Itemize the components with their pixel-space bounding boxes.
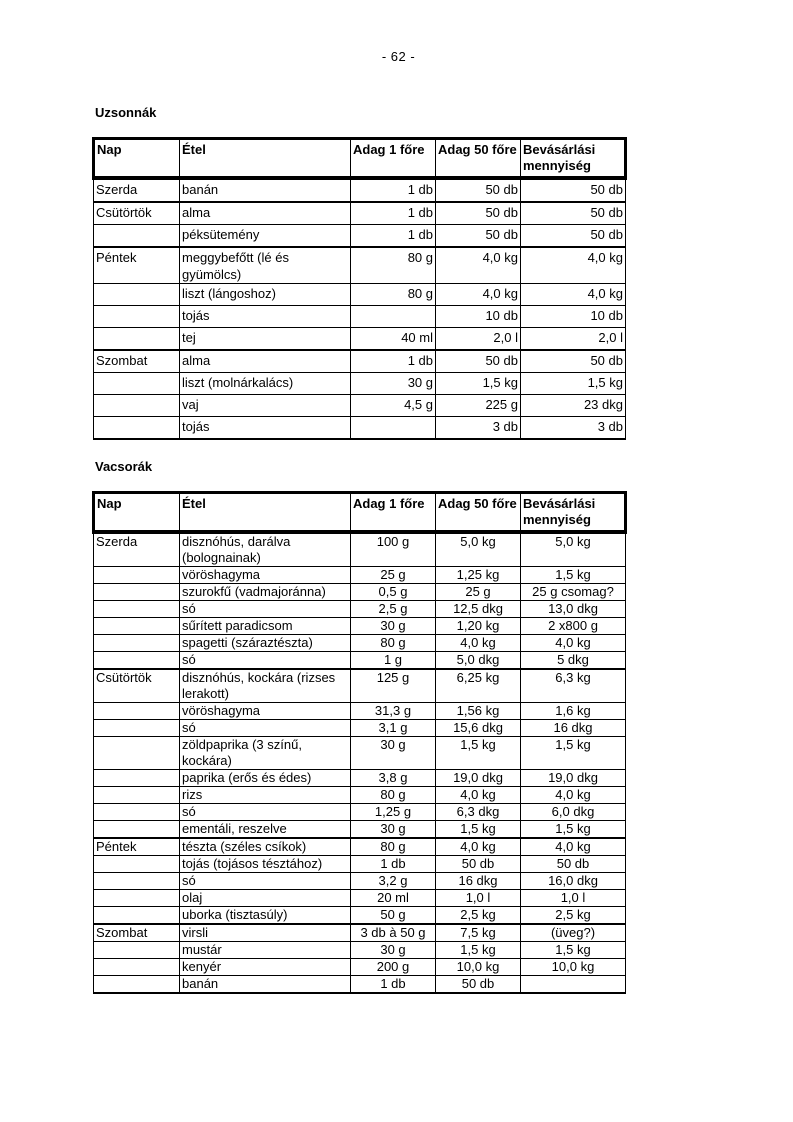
cell-portion-50: 1,20 kg <box>436 618 521 635</box>
table-row <box>94 567 626 584</box>
cell-shopping-qty: 50 db <box>521 350 626 373</box>
cell-portion-50: 4,0 kg <box>436 838 521 856</box>
cell-day <box>94 942 180 959</box>
cell-day: Szombat <box>94 350 180 373</box>
cell-portion-1: 25 g <box>351 567 436 584</box>
cell-portion-1: 125 g <box>351 669 436 703</box>
table-row <box>94 821 626 839</box>
table-row <box>94 601 626 618</box>
cell-portion-1: 40 ml <box>351 328 436 351</box>
cell-shopping-qty: 5 dkg <box>521 652 626 670</box>
header-portion-1: Adag 1 főre <box>351 139 436 179</box>
cell-food: szurokfű (vadmajoránna) <box>180 584 351 601</box>
cell-portion-1 <box>351 306 436 328</box>
cell-portion-50: 50 db <box>436 225 521 248</box>
cell-day <box>94 652 180 670</box>
cell-food: tészta (széles csíkok) <box>180 838 351 856</box>
cell-portion-1: 3,1 g <box>351 720 436 737</box>
cell-shopping-qty: 10 db <box>521 306 626 328</box>
cell-day: Péntek <box>94 247 180 284</box>
cell-day <box>94 804 180 821</box>
cell-day <box>94 417 180 440</box>
header-shopping-qty: Bevásárlási mennyiség <box>521 493 626 533</box>
cell-portion-1: 1 db <box>351 856 436 873</box>
cell-food: disznóhús, darálva (bolognainak) <box>180 532 351 567</box>
cell-portion-50: 1,5 kg <box>436 821 521 839</box>
cell-portion-50: 1,0 l <box>436 890 521 907</box>
cell-portion-1: 3,2 g <box>351 873 436 890</box>
cell-portion-1: 1 db <box>351 976 436 994</box>
cell-shopping-qty: 3 db <box>521 417 626 440</box>
cell-portion-50: 1,25 kg <box>436 567 521 584</box>
cell-day <box>94 720 180 737</box>
cell-portion-50: 7,5 kg <box>436 924 521 942</box>
cell-portion-50: 2,0 l <box>436 328 521 351</box>
cell-day <box>94 821 180 839</box>
dinners-table <box>92 491 627 994</box>
cell-food: paprika (erős és édes) <box>180 770 351 787</box>
cell-food: tojás (tojásos tésztához) <box>180 856 351 873</box>
table-row <box>94 838 626 856</box>
cell-portion-50: 50 db <box>436 976 521 994</box>
cell-portion-1: 30 g <box>351 618 436 635</box>
cell-portion-50: 50 db <box>436 178 521 202</box>
cell-food: tojás <box>180 417 351 440</box>
cell-portion-1: 1 db <box>351 225 436 248</box>
cell-portion-50: 25 g <box>436 584 521 601</box>
cell-food: alma <box>180 350 351 373</box>
cell-portion-50: 1,5 kg <box>436 942 521 959</box>
cell-portion-50: 19,0 dkg <box>436 770 521 787</box>
cell-shopping-qty: 1,0 l <box>521 890 626 907</box>
header-day: Nap <box>94 139 180 179</box>
table-row <box>94 247 626 284</box>
header-food: Étel <box>180 139 351 179</box>
cell-day: Szerda <box>94 178 180 202</box>
cell-food: banán <box>180 976 351 994</box>
cell-day: Csütörtök <box>94 669 180 703</box>
table-row <box>94 178 626 202</box>
cell-portion-50: 4,0 kg <box>436 787 521 804</box>
header-food: Étel <box>180 493 351 533</box>
cell-portion-50: 6,3 dkg <box>436 804 521 821</box>
cell-day <box>94 873 180 890</box>
cell-shopping-qty: 5,0 kg <box>521 532 626 567</box>
table-row <box>94 584 626 601</box>
cell-portion-1: 200 g <box>351 959 436 976</box>
cell-portion-1: 2,5 g <box>351 601 436 618</box>
cell-shopping-qty: 6,0 dkg <box>521 804 626 821</box>
cell-food: vöröshagyma <box>180 567 351 584</box>
table-row <box>94 669 626 703</box>
table-row <box>94 804 626 821</box>
cell-shopping-qty: 25 g csomag? <box>521 584 626 601</box>
cell-food: uborka (tisztasúly) <box>180 907 351 925</box>
table-row <box>94 328 626 351</box>
cell-portion-50: 5,0 dkg <box>436 652 521 670</box>
cell-food: olaj <box>180 890 351 907</box>
cell-shopping-qty: 13,0 dkg <box>521 601 626 618</box>
table-row <box>94 924 626 942</box>
cell-food: meggybefőtt (lé és gyümölcs) <box>180 247 351 284</box>
table-row <box>94 225 626 248</box>
cell-portion-1: 1 db <box>351 350 436 373</box>
cell-day <box>94 703 180 720</box>
cell-portion-1: 30 g <box>351 373 436 395</box>
cell-day <box>94 284 180 306</box>
cell-day: Csütörtök <box>94 202 180 225</box>
table-row <box>94 373 626 395</box>
cell-portion-1: 4,5 g <box>351 395 436 417</box>
cell-portion-1: 20 ml <box>351 890 436 907</box>
cell-shopping-qty: 4,0 kg <box>521 284 626 306</box>
table-header-row <box>94 493 626 533</box>
cell-shopping-qty: 1,5 kg <box>521 942 626 959</box>
table-row <box>94 787 626 804</box>
cell-portion-50: 10 db <box>436 306 521 328</box>
cell-shopping-qty: 1,5 kg <box>521 567 626 584</box>
header-portion-50: Adag 50 főre <box>436 139 521 179</box>
cell-food: péksütemény <box>180 225 351 248</box>
table-row <box>94 350 626 373</box>
cell-shopping-qty: 50 db <box>521 856 626 873</box>
cell-food: só <box>180 601 351 618</box>
table-row <box>94 976 626 994</box>
cell-shopping-qty: 23 dkg <box>521 395 626 417</box>
cell-portion-50: 16 dkg <box>436 873 521 890</box>
cell-food: disznóhús, kockára (rizses lerakott) <box>180 669 351 703</box>
header-portion-1: Adag 1 főre <box>351 493 436 533</box>
cell-day <box>94 601 180 618</box>
table-row <box>94 417 626 440</box>
cell-portion-1: 80 g <box>351 247 436 284</box>
cell-food: banán <box>180 178 351 202</box>
cell-food: liszt (molnárkalács) <box>180 373 351 395</box>
cell-shopping-qty: 1,5 kg <box>521 821 626 839</box>
cell-food: sűrített paradicsom <box>180 618 351 635</box>
table-row <box>94 635 626 652</box>
cell-food: liszt (lángoshoz) <box>180 284 351 306</box>
cell-portion-50: 12,5 dkg <box>436 601 521 618</box>
cell-portion-1: 1 db <box>351 202 436 225</box>
cell-food: vaj <box>180 395 351 417</box>
cell-portion-1: 30 g <box>351 942 436 959</box>
cell-food: só <box>180 720 351 737</box>
header-day: Nap <box>94 493 180 533</box>
cell-portion-1: 100 g <box>351 532 436 567</box>
cell-food: kenyér <box>180 959 351 976</box>
cell-portion-50: 5,0 kg <box>436 532 521 567</box>
cell-shopping-qty: 50 db <box>521 202 626 225</box>
cell-portion-1: 1 g <box>351 652 436 670</box>
cell-portion-1: 3 db à 50 g <box>351 924 436 942</box>
table-row <box>94 306 626 328</box>
cell-portion-50: 4,0 kg <box>436 247 521 284</box>
cell-day <box>94 373 180 395</box>
page-number-text: - 62 - <box>381 49 416 64</box>
cell-shopping-qty: 1,5 kg <box>521 373 626 395</box>
cell-food: rizs <box>180 787 351 804</box>
table-row <box>94 703 626 720</box>
cell-food: tej <box>180 328 351 351</box>
table-row <box>94 942 626 959</box>
cell-shopping-qty: 4,0 kg <box>521 787 626 804</box>
cell-portion-1: 80 g <box>351 838 436 856</box>
cell-portion-1: 0,5 g <box>351 584 436 601</box>
cell-shopping-qty: 1,5 kg <box>521 737 626 770</box>
cell-day <box>94 890 180 907</box>
cell-day <box>94 618 180 635</box>
table-row <box>94 770 626 787</box>
cell-portion-50: 50 db <box>436 856 521 873</box>
table-row <box>94 890 626 907</box>
cell-shopping-qty: 16,0 dkg <box>521 873 626 890</box>
cell-portion-50: 2,5 kg <box>436 907 521 925</box>
cell-day <box>94 856 180 873</box>
cell-portion-50: 10,0 kg <box>436 959 521 976</box>
cell-day <box>94 737 180 770</box>
page-number <box>0 49 793 64</box>
cell-shopping-qty: 50 db <box>521 225 626 248</box>
table-row <box>94 737 626 770</box>
cell-day <box>94 635 180 652</box>
cell-food: spagetti (száraztészta) <box>180 635 351 652</box>
cell-shopping-qty: 10,0 kg <box>521 959 626 976</box>
cell-food: vöröshagyma <box>180 703 351 720</box>
cell-day <box>94 328 180 351</box>
cell-food: ementáli, reszelve <box>180 821 351 839</box>
cell-food: só <box>180 804 351 821</box>
cell-shopping-qty: 1,6 kg <box>521 703 626 720</box>
cell-portion-1: 80 g <box>351 787 436 804</box>
table-row <box>94 873 626 890</box>
cell-shopping-qty: 19,0 dkg <box>521 770 626 787</box>
cell-food: alma <box>180 202 351 225</box>
cell-portion-50: 6,25 kg <box>436 669 521 703</box>
cell-day <box>94 770 180 787</box>
cell-day <box>94 306 180 328</box>
snacks-table <box>92 137 627 440</box>
cell-shopping-qty: 2 x800 g <box>521 618 626 635</box>
cell-food: mustár <box>180 942 351 959</box>
cell-portion-1: 50 g <box>351 907 436 925</box>
table-row <box>94 532 626 567</box>
cell-shopping-qty: 16 dkg <box>521 720 626 737</box>
table-row <box>94 720 626 737</box>
cell-shopping-qty: 4,0 kg <box>521 838 626 856</box>
table-row <box>94 395 626 417</box>
cell-portion-50: 15,6 dkg <box>436 720 521 737</box>
cell-food: zöldpaprika (3 színű, kockára) <box>180 737 351 770</box>
cell-shopping-qty: 50 db <box>521 178 626 202</box>
table-row <box>94 959 626 976</box>
cell-portion-1: 80 g <box>351 635 436 652</box>
table-header-row <box>94 139 626 179</box>
cell-portion-1: 3,8 g <box>351 770 436 787</box>
table-row <box>94 907 626 925</box>
cell-food: virsli <box>180 924 351 942</box>
table-row <box>94 856 626 873</box>
cell-portion-50: 1,5 kg <box>436 737 521 770</box>
header-shopping-qty: Bevásárlási mennyiség <box>521 139 626 179</box>
cell-day <box>94 567 180 584</box>
table-row <box>94 202 626 225</box>
cell-portion-50: 50 db <box>436 202 521 225</box>
cell-day <box>94 976 180 994</box>
cell-day <box>94 395 180 417</box>
cell-food: tojás <box>180 306 351 328</box>
table-row <box>94 618 626 635</box>
snacks-section-title: Uzsonnák <box>95 105 157 120</box>
cell-shopping-qty: 4,0 kg <box>521 247 626 284</box>
cell-day <box>94 225 180 248</box>
cell-food: só <box>180 873 351 890</box>
cell-portion-1: 30 g <box>351 737 436 770</box>
cell-portion-1 <box>351 417 436 440</box>
cell-shopping-qty: (üveg?) <box>521 924 626 942</box>
cell-portion-1: 30 g <box>351 821 436 839</box>
cell-day <box>94 787 180 804</box>
cell-day: Péntek <box>94 838 180 856</box>
cell-portion-50: 50 db <box>436 350 521 373</box>
cell-food: só <box>180 652 351 670</box>
header-portion-50: Adag 50 főre <box>436 493 521 533</box>
cell-portion-50: 4,0 kg <box>436 635 521 652</box>
table-row <box>94 652 626 670</box>
cell-portion-1: 31,3 g <box>351 703 436 720</box>
cell-day <box>94 959 180 976</box>
cell-shopping-qty: 6,3 kg <box>521 669 626 703</box>
cell-day: Szombat <box>94 924 180 942</box>
table-row <box>94 284 626 306</box>
cell-portion-1: 1 db <box>351 178 436 202</box>
cell-shopping-qty <box>521 976 626 994</box>
cell-portion-1: 1,25 g <box>351 804 436 821</box>
cell-shopping-qty: 4,0 kg <box>521 635 626 652</box>
cell-portion-50: 4,0 kg <box>436 284 521 306</box>
cell-shopping-qty: 2,5 kg <box>521 907 626 925</box>
cell-day: Szerda <box>94 532 180 567</box>
cell-portion-50: 1,56 kg <box>436 703 521 720</box>
cell-portion-50: 1,5 kg <box>436 373 521 395</box>
cell-portion-1: 80 g <box>351 284 436 306</box>
dinners-section-title: Vacsorák <box>95 459 153 474</box>
cell-portion-50: 3 db <box>436 417 521 440</box>
cell-day <box>94 584 180 601</box>
cell-portion-50: 225 g <box>436 395 521 417</box>
cell-day <box>94 907 180 925</box>
cell-shopping-qty: 2,0 l <box>521 328 626 351</box>
